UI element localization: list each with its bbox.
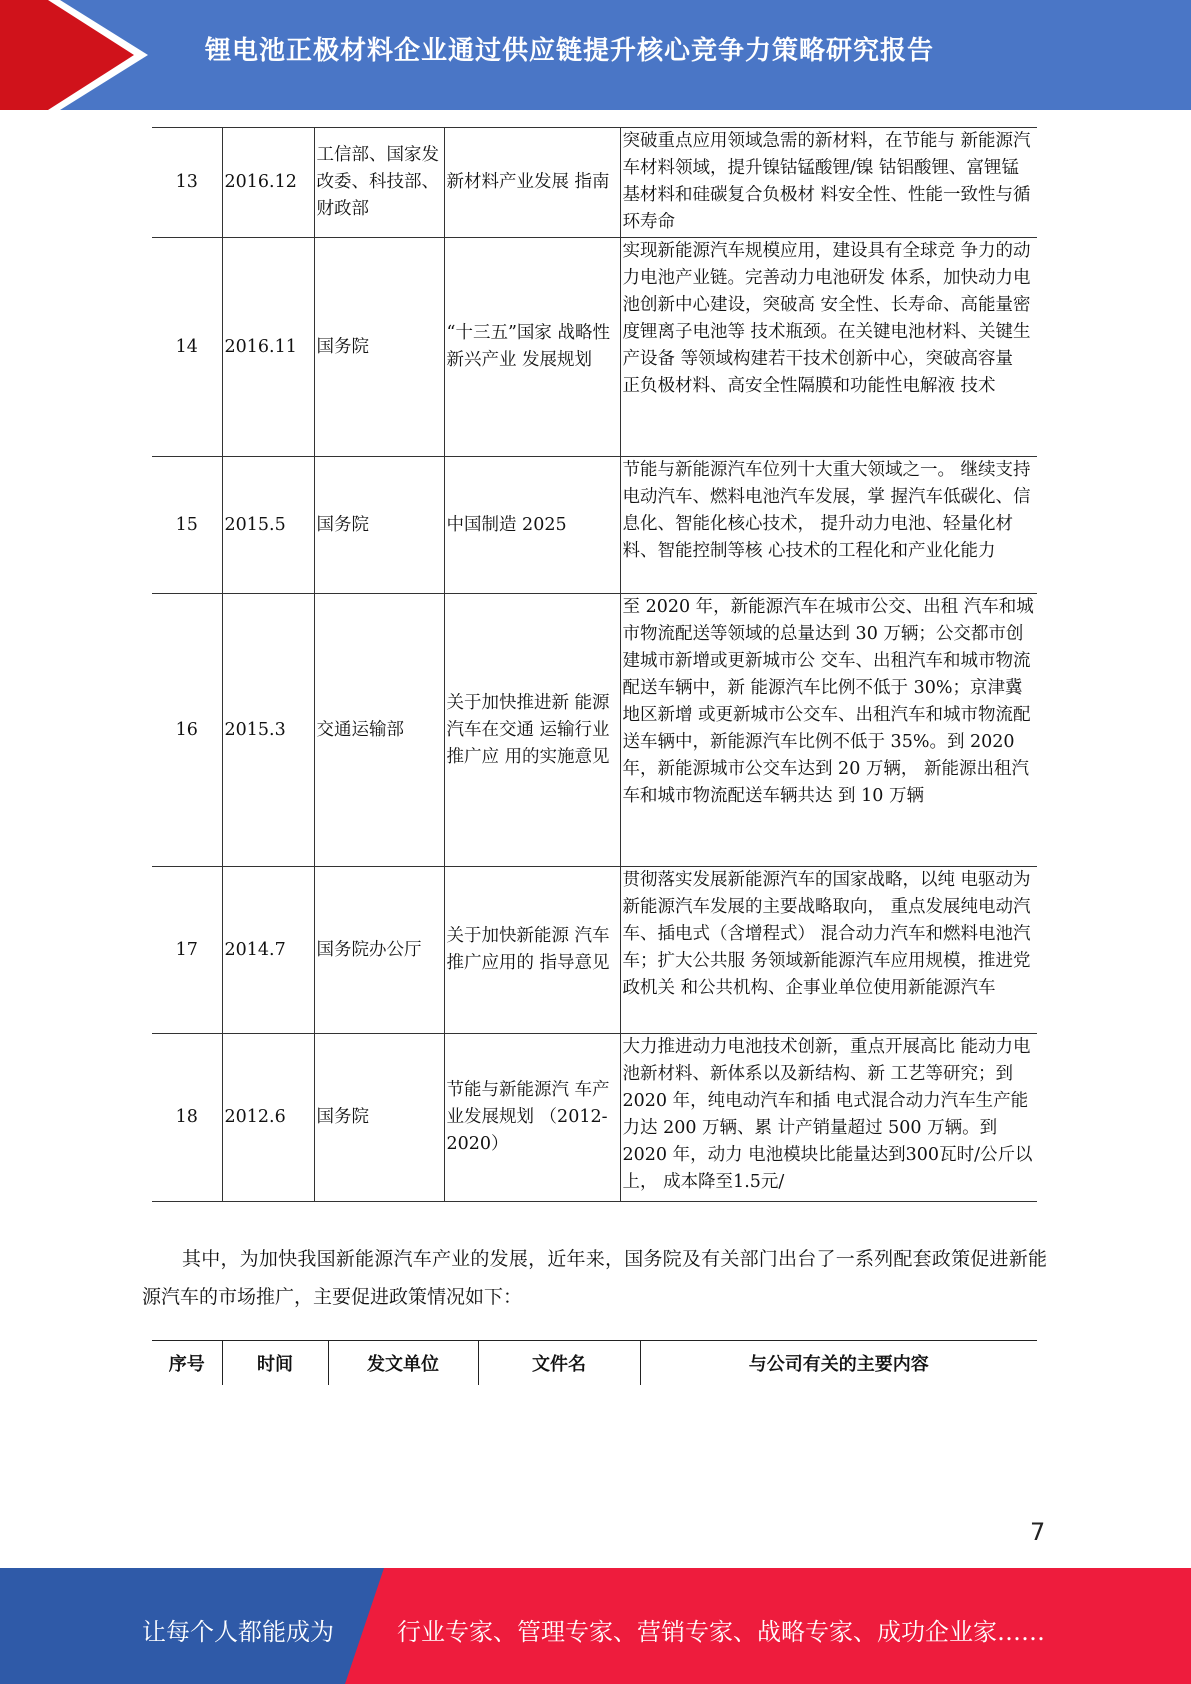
report-title: 锂电池正极材料企业通过供应链提升核心竞争力策略研究报告 <box>205 36 935 66</box>
column-header-no: 序号 <box>152 1341 222 1386</box>
row-content <box>620 1034 1037 1202</box>
row-document: 关于加快推进新 能源汽车在交通 运输行业推广应 用的实施意见 <box>444 594 620 867</box>
row-number: 16 <box>152 594 222 867</box>
column-header-date: 时间 <box>222 1341 328 1386</box>
page-number: 7 <box>1030 1518 1046 1546</box>
row-issuer: 国务院 <box>314 238 444 457</box>
row-content: 实现新能源汽车规模应用，建设具有全球竞 争力的动力电池产业链。完善动力电池研发 体系，加快动力电池创新中心建设，突破高 安全性、长寿命、高能量密度锂离子电池等 技术瓶颈。在关键电池材料、关键生产设备 等领域构建若干技术创新中心，突破高容量 正负极材料、高安全性隔膜和功能性电解液 技术 <box>620 238 1037 457</box>
column-header-content: 与公司有关的主要内容 <box>640 1341 1037 1386</box>
table-row <box>152 1034 1037 1202</box>
table-header-row <box>152 1341 1037 1386</box>
table-row <box>152 238 1037 457</box>
row-issuer: 交通运输部 <box>314 594 444 867</box>
header-chevron-decoration <box>0 0 150 110</box>
page-header <box>0 0 1191 110</box>
row-number: 15 <box>152 457 222 594</box>
row-content: 至 2020 年，新能源汽车在城市公交、出租 汽车和城市物流配送等领域的总量达到 30 万辆；公交都市创建城市新增或更新城市公 交车、出租汽车和城市物流配送车辆中，新 能源汽车比例不低于 30%；京津冀地区新增 或更新城市公交车、出租汽车和城市物流配 送车辆中，新能源汽车比例不低于 35%。到 2020 年，新能源城市公交车达到 20 万辆， 新能源出租汽车和城市物流配送车辆共达 到 10 万辆 <box>620 594 1037 867</box>
policy-table <box>152 127 1037 1202</box>
table-row <box>152 594 1037 867</box>
page-footer <box>0 1568 1191 1684</box>
footer-slogan-right: 行业专家、管理专家、营销专家、战略专家、成功企业家…… <box>397 1618 1045 1646</box>
row-number: 13 <box>152 128 222 238</box>
column-header-document: 文件名 <box>478 1341 640 1386</box>
row-date: 2015.3 <box>222 594 314 867</box>
row-content: 贯彻落实发展新能源汽车的国家战略，以纯 电驱动为新能源汽车发展的主要战略取向， 重点发展纯电动汽车、插电式（含增程式） 混合动力汽车和燃料电池汽车；扩大公共服 务领域新能源汽车应用规模，推进党政机关 和公共机构、企事业单位使用新能源汽车 <box>620 867 1037 1034</box>
row-issuer: 工信部、国家发改委、科技部、财政部 <box>314 128 444 238</box>
row-document: 中国制造 2025 <box>444 457 620 594</box>
row-content-text: 大力推进动力电池技术创新，重点开展高比 能动力电池新材料、新体系以及新结构、新 工艺等研究；到 2020 年，纯电动汽车和插 电式混合动力汽车生产能力达 200 万辆、累 计产销量超过 500 万辆。到 2020 年，动力 电池模块比能量达到300瓦时/公斤以上， 成本降至1.5元/ <box>622 1037 1033 1192</box>
policy-table-2-header <box>152 1340 1037 1385</box>
row-date: 2015.5 <box>222 457 314 594</box>
row-number: 17 <box>152 867 222 1034</box>
column-header-issuer: 发文单位 <box>328 1341 478 1386</box>
footer-slogan-left: 让每个人都能成为 <box>142 1618 334 1646</box>
row-number: 18 <box>152 1034 222 1202</box>
body-paragraph: 其中，为加快我国新能源汽车产业的发展，近年来，国务院及有关部门出台了一系列配套政策促进新能源汽车的市场推广，主要促进政策情况如下： <box>142 1248 1047 1308</box>
row-issuer: 国务院 <box>314 1034 444 1202</box>
table-row <box>152 128 1037 238</box>
row-date: 2016.12 <box>222 128 314 238</box>
row-document: 节能与新能源汽 车产业发展规划 （2012-2020） <box>444 1034 620 1202</box>
row-number: 14 <box>152 238 222 457</box>
row-content: 节能与新能源汽车位列十大重大领域之一。 继续支持电动汽车、燃料电池汽车发展，掌 握汽车低碳化、信息化、智能化核心技术， 提升动力电池、轻量化材料、智能控制等核 心技术的工程化和产业化能力 <box>620 457 1037 594</box>
row-date: 2014.7 <box>222 867 314 1034</box>
row-document: 新材料产业发展 指南 <box>444 128 620 238</box>
row-date: 2012.6 <box>222 1034 314 1202</box>
row-issuer: 国务院 <box>314 457 444 594</box>
row-document: “十三五”国家 战略性新兴产业 发展规划 <box>444 238 620 457</box>
row-date: 2016.11 <box>222 238 314 457</box>
row-issuer: 国务院办公厅 <box>314 867 444 1034</box>
table-row <box>152 457 1037 594</box>
row-content: 突破重点应用领域急需的新材料，在节能与 新能源汽车材料领域，提升镍钴锰酸锂/镍 钴铝酸锂、富锂锰基材料和硅碳复合负极材 料安全性、性能一致性与循环寿命 <box>620 128 1037 238</box>
row-document: 关于加快新能源 汽车推广应用的 指导意见 <box>444 867 620 1034</box>
table-row <box>152 867 1037 1034</box>
